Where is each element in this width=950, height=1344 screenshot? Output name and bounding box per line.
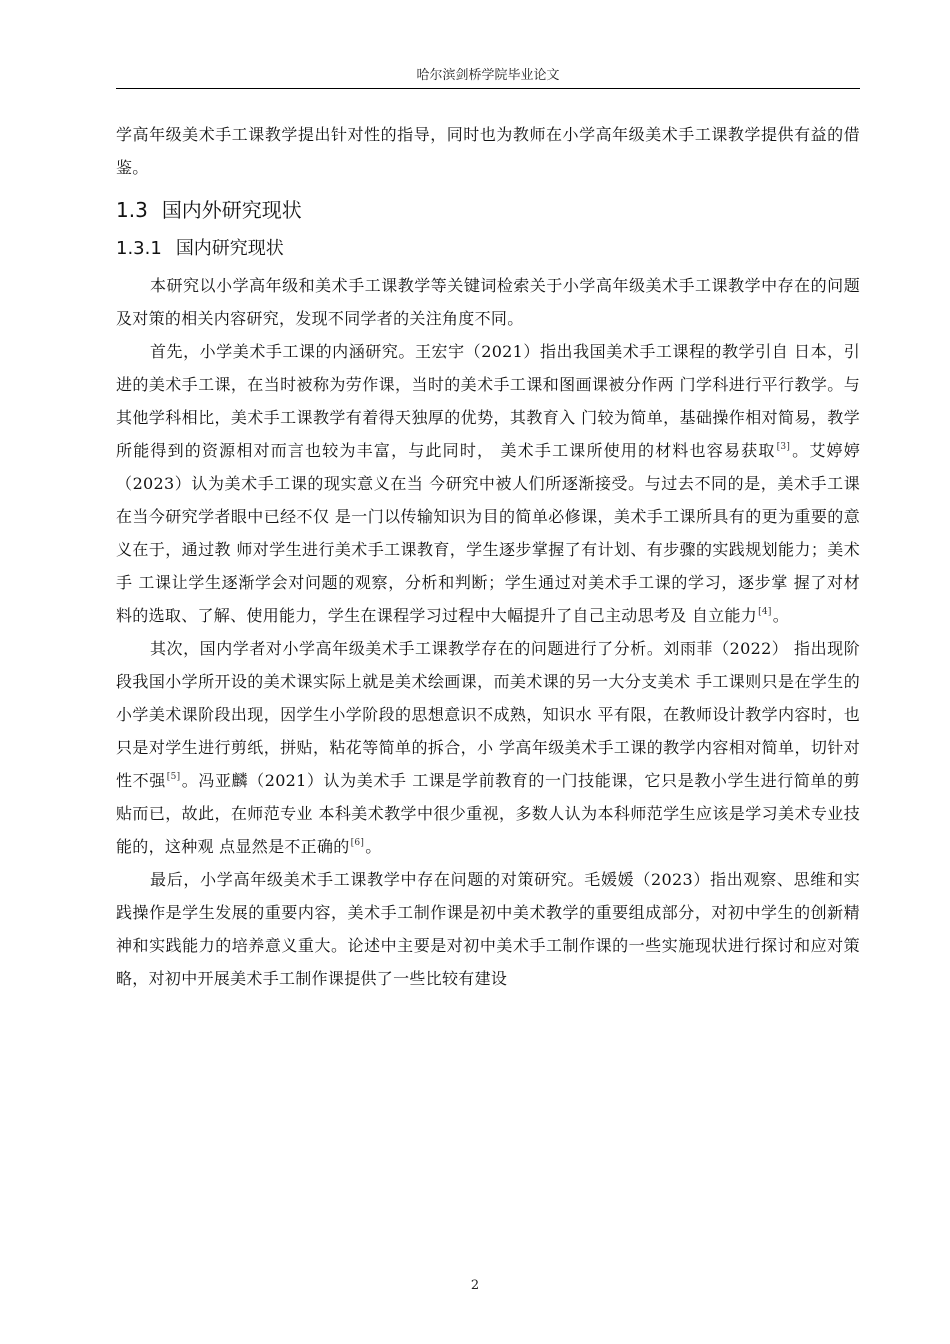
intro-paragraph: 学高年级美术手工课教学提出针对性的指导，同时也为教师在小学高年级美术手工课教学提供有益的借鉴。 (116, 125, 860, 177)
subsection-title: 国内研究现状 (175, 238, 284, 259)
paragraph-text: 。冯亚麟（2021）认为美术手 工课是学前教育的一门技能课，它只是教小学生进行简单的剪贴而已，故此，在师范专业 本科美术教学中很少重视，多数人认为本科师范学生应该是学习美术专业技能的，这种观 点显然是不正确的 (116, 771, 860, 856)
paragraph-text: 本研究以小学高年级和美术手工课教学等关键词检索关于小学高年级美术手工课教学中存在的问题及对策的相关内容研究，发现不同学者的关注角度不同。 (116, 276, 860, 328)
citation-reference: [6] (350, 838, 365, 848)
citation-reference: [4] (758, 607, 772, 617)
body-paragraph (116, 269, 860, 335)
paragraph-text: 最后，小学高年级美术手工课教学中存在问题的对策研究。毛媛媛（2023）指出观察、思维和实践操作是学生发展的重要内容，美术手工制作课是初中美术教学的重要组成部分，对初中学生的创新精神和实践能力的培养意义重大。论述中主要是对初中美术手工制作课的一些实施现状进行探讨和应对策略，对初中开展美术手工制作课提供了一些比较有建设 (116, 870, 860, 988)
body-paragraph (116, 632, 860, 863)
section-number: 1.3 (116, 198, 148, 222)
paragraph-text: 。艾婷婷（2023）认为美术手工课的现实意义在当 今研究中被人们所逐渐接受。与过去不同的是，美术手工课在当今研究学者眼中已经不仅 是一门以传输知识为目的简单必修课，美术手工课所具有的更为重要的意义在于，通过教 师对学生进行美术手工课教育，学生逐步掌握了有计划、有步骤的实践规划能力；美术手 工课让学生逐渐学会对问题的观察，分析和判断；学生通过对美术手工课的学习，逐步掌 握了对材料的选取、了解、使用能力，学生在课程学习过程中大幅提升了自己主动思考及 自立能力 (116, 441, 861, 625)
body-paragraph (116, 335, 860, 632)
section-title: 国内外研究现状 (161, 198, 302, 222)
section-heading (116, 197, 860, 223)
header-divider (116, 88, 860, 89)
page-header: 哈尔滨剑桥学院毕业论文 (416, 68, 560, 83)
paragraph-list (116, 269, 860, 995)
document-body (116, 118, 860, 995)
citation-reference: [5] (166, 772, 181, 782)
paragraph-text: 首先，小学美术手工课的内涵研究。王宏宇（2021）指出我国美术手工课程的教学引自 日本，引进的美术手工课，在当时被称为劳作课，当时的美术手工课和图画课被分作两 门学科进行平行教学。与其他学科相比，美术手工课教学有着得天独厚的优势，其教育入 门较为简单，基础操作相对简易，教学所能得到的资源相对而言也较为丰富，与此同时， 美术手工课所使用的材料也容易获取 (116, 342, 860, 460)
subsection-heading (116, 237, 860, 261)
subsection-number: 1.3.1 (116, 238, 162, 259)
citation-reference: [3] (776, 442, 791, 452)
paragraph-text: 其次，国内学者对小学高年级美术手工课教学存在的问题进行了分析。刘雨菲（2022） 指出现阶段我国小学所开设的美术课实际上就是美术绘画课，而美术课的另一大分支美术 手工课则只是在学生的小学美术课阶段出现，因学生小学阶段的思想意识不成熟，知识水 平有限，在教师设计教学内容时，也只是对学生进行剪纸，拼贴，粘花等简单的拆合，小 学高年级美术手工课的教学内容相对简单，切针对性不强 (116, 639, 860, 790)
paragraph-text: 。 (365, 837, 382, 856)
body-paragraph (116, 863, 860, 995)
paragraph-text: 。 (772, 606, 790, 625)
page-number: 2 (470, 1278, 480, 1293)
